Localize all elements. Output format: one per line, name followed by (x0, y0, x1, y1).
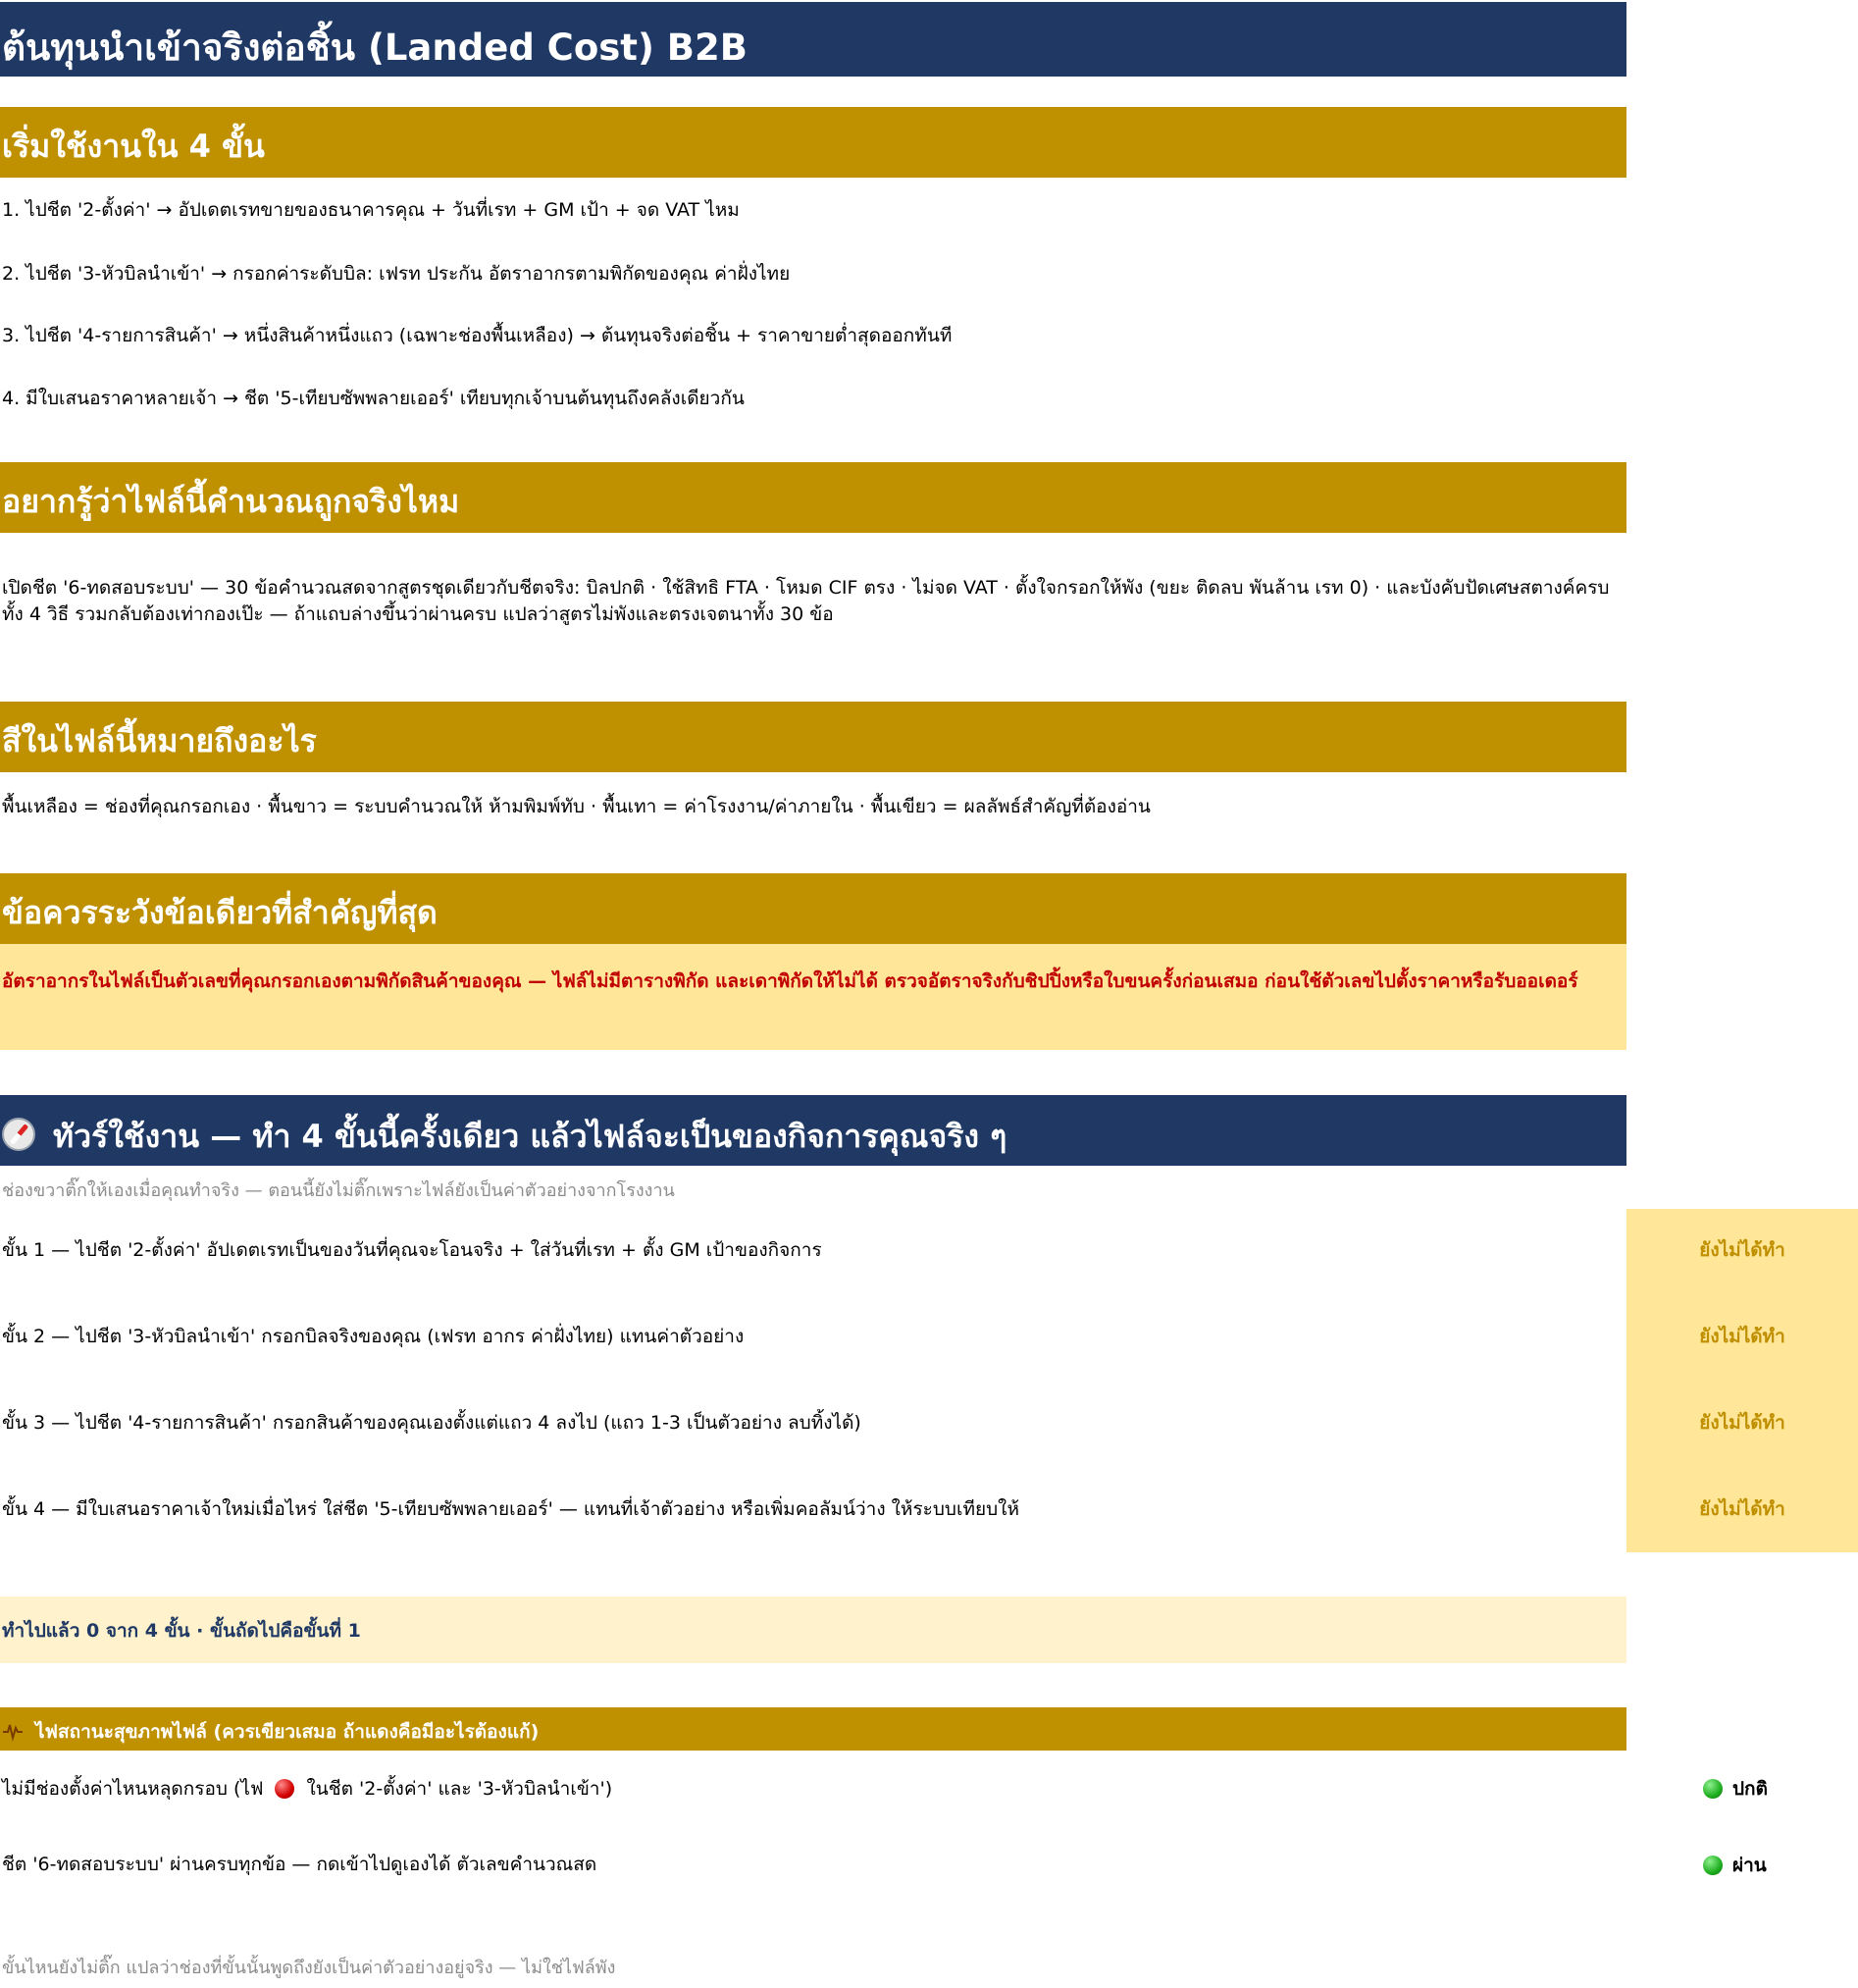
health-heading-text: ไฟสถานะสุขภาพไฟล์ (ควรเขียวเสมอ ถ้าแดงคือมีอะไรต้องแก้) (35, 1721, 540, 1743)
colors-heading: สีในไฟล์นี้หมายถึงอะไร (0, 702, 1626, 772)
page-title: ต้นทุนนำเข้าจริงต่อชิ้น (Landed Cost) B2B (0, 2, 1626, 77)
tour-note: ช่องขวาติ๊กให้เองเมื่อคุณทำจริง — ตอนนี้ยังไม่ติ๊กเพราะไฟล์ยังเป็นค่าตัวอย่างจากโรงงาน (2, 1180, 675, 1201)
verify-heading: อยากรู้ว่าไฟล์นี้คำนวณถูกจริงไหม (0, 462, 1626, 533)
heartbeat-icon (2, 1720, 24, 1742)
tour-step-4-status[interactable]: ยังไม่ได้ทำ (1699, 1498, 1785, 1520)
red-dot-icon (275, 1779, 294, 1799)
health-check-settings-text: ไม่มีช่องตั้งค่าไหนหลุดกรอบ (ไฟ (2, 1778, 264, 1800)
health-check-tests-status (1703, 1853, 1767, 1878)
tour-progress: ทำไปแล้ว 0 จาก 4 ขั้น · ขั้นถัดไปคือขั้นที่ 1 (0, 1596, 1626, 1663)
health-heading (0, 1707, 1626, 1751)
quick-start-heading: เริ่มใช้งานใน 4 ขั้น (0, 107, 1626, 178)
quick-start-step-1: 1. ไปชีต '2-ตั้งค่า' → อัปเดตเรทขายของธนาคารคุณ + วันที่เรท + GM เป้า + จด VAT ไหม (2, 199, 740, 221)
quick-start-step-2: 2. ไปชีต '3-หัวบิลนำเข้า' → กรอกค่าระดับบิล: เฟรท ประกัน อัตราอากรตามพิกัดของคุณ ค่าฝั่งไทย (2, 263, 791, 285)
health-check-settings-status-label: ปกติ (1732, 1778, 1768, 1800)
green-dot-icon (1703, 1856, 1723, 1875)
tour-heading-text: ทัวร์ใช้งาน — ทำ 4 ขั้นนี้ครั้งเดียว แล้วไฟล์จะเป็นของกิจการคุณจริง ๆ (53, 1118, 1007, 1155)
tour-step-3-status[interactable]: ยังไม่ได้ทำ (1699, 1412, 1785, 1434)
tour-step-4: ขั้น 4 — มีใบเสนอราคาเจ้าใหม่เมื่อไหร่ ใส่ชีต '5-เทียบซัพพลายเออร์' — แทนที่เจ้าตัวอย่าง หรือเพิ่มคอลัมน์ว่าง ให้ระบบเทียบให้ (2, 1498, 1019, 1520)
health-footer-note: ขั้นไหนยังไม่ติ๊ก แปลว่าช่องที่ขั้นนั้นพูดถึงยังเป็นค่าตัวอย่างอยู่จริง — ไม่ใช่ไฟล์พัง (2, 1958, 616, 1978)
green-dot-icon (1703, 1779, 1723, 1799)
health-check-tests-status-label: ผ่าน (1732, 1855, 1767, 1876)
verify-text: เปิดชีต '6-ทดสอบระบบ' — 30 ข้อคำนวณสดจากสูตรชุดเดียวกับชีตจริง: บิลปกติ · ใช้สิทธิ FTA · โหมด CIF ตรง · ไม่จด VAT · ตั้งใจกรอกให้พัง (ขยะ ติดลบ พันล้าน เรท 0) · และบังคับปัดเศษสตางค์ครบทั้ง 4 วิธี รวมกลับต้องเท่ากองเป๊ะ — ถ้าแถบล่างขึ้นว่าผ่านครบ แปลว่าสูตรไม่พังและตรงเจตนาทั้ง 30 ข้อ (2, 577, 1610, 625)
compass-icon (2, 1118, 35, 1151)
tour-step-3: ขั้น 3 — ไปชีต '4-รายการสินค้า' กรอกสินค้าของคุณเองตั้งแต่แถว 4 ลงไป (แถว 1-3 เป็นตัวอย่าง ลบทิ้งได้) (2, 1412, 861, 1434)
quick-start-step-3: 3. ไปชีต '4-รายการสินค้า' → หนึ่งสินค้าหนึ่งแถว (เฉพาะช่องพื้นเหลือง) → ต้นทุนจริงต่อชิ้น + ราคาขายต่ำสุดออกทันที (2, 325, 953, 346)
quick-start-step-4: 4. มีใบเสนอราคาหลายเจ้า → ชีต '5-เทียบซัพพลายเออร์' เทียบทุกเจ้าบนต้นทุนถึงคลังเดียวกัน (2, 388, 745, 409)
caution-heading: ข้อควรระวังข้อเดียวที่สำคัญที่สุด (0, 873, 1626, 944)
tour-heading (0, 1095, 1626, 1166)
caution-warning-text: อัตราอากรในไฟล์เป็นตัวเลขที่คุณกรอกเองตามพิกัดสินค้าของคุณ — ไฟล์ไม่มีตารางพิกัด และเดาพิกัดให้ไม่ได้ ตรวจอัตราจริงกับชิปปิ้งหรือใบขนครั้งก่อนเสมอ ก่อนใช้ตัวเลขไปตั้งราคาหรือรับออเดอร์ (0, 944, 1626, 1050)
health-check-tests: ชีต '6-ทดสอบระบบ' ผ่านครบทุกข้อ — กดเข้าไปดูเองได้ ตัวเลขคำนวณสด (2, 1854, 597, 1875)
tour-step-2-status[interactable]: ยังไม่ได้ทำ (1699, 1326, 1785, 1347)
health-check-settings-text-2: ในชีต '2-ตั้งค่า' และ '3-หัวบิลนำเข้า') (306, 1778, 613, 1800)
tour-step-2: ขั้น 2 — ไปชีต '3-หัวบิลนำเข้า' กรอกบิลจริงของคุณ (เฟรท อากร ค่าฝั่งไทย) แทนค่าตัวอย่าง (2, 1326, 745, 1347)
tour-step-1: ขั้น 1 — ไปชีต '2-ตั้งค่า' อัปเดตเรทเป็นของวันที่คุณจะโอนจริง + ใส่วันที่เรท + ตั้ง GM เป้าของกิจการ (2, 1239, 822, 1261)
health-check-settings (0, 1776, 1570, 1802)
colors-legend-text: พื้นเหลือง = ช่องที่คุณกรอกเอง · พื้นขาว = ระบบคำนวณให้ ห้ามพิมพ์ทับ · พื้นเทา = ค่าโรงงาน/ค่าภายใน · พื้นเขียว = ผลลัพธ์สำคัญที่ต้องอ่าน (2, 796, 1151, 817)
tour-step-1-status[interactable]: ยังไม่ได้ทำ (1699, 1239, 1785, 1261)
health-check-settings-status (1703, 1776, 1768, 1802)
